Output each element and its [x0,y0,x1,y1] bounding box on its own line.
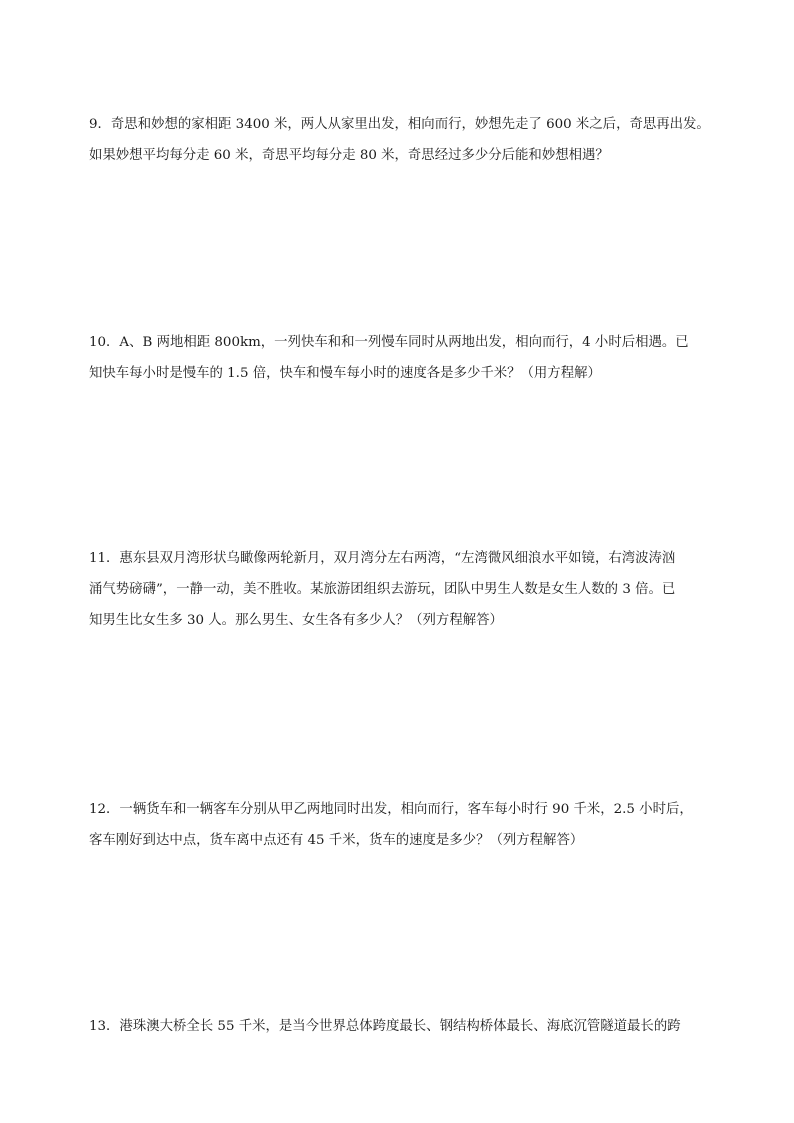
question-10-line-1: 10．A、B 两地相距 800km，一列快车和和一列慢车同时从两地出发，相向而行，4 小时后相遇。已 [89,335,689,350]
question-11-line-1: 11．惠东县双月湾形状乌瞰像两轮新月，双月湾分左右两湾，“左湾微风细浪水平如镜，右湾波涛汹 [89,551,676,566]
question-12-line-1: 12．一辆货车和一辆客车分别从甲乙两地同时出发，相向而行，客车每小时行 90 千米，2.5 小时后， [89,802,693,817]
question-11-line-3: 知男生比女生多 30 人。那么男生、女生各有多少人？（列方程解答） [89,613,503,628]
question-12-line-2: 客车刚好到达中点，货车离中点还有 45 千米，货车的速度是多少？（列方程解答） [89,833,584,848]
question-13-line-1: 13．港珠澳大桥全长 55 千米，是当今世界总体跨度最长、钢结构桥体最长、海底沉管隧道最长的跨 [89,1019,681,1034]
question-11-line-2: 涌气势磅礴”，一静一动，美不胜收。某旅游团组织去游玩，团队中男生人数是女生人数的 3 倍。已 [89,582,676,597]
question-9-line-2: 如果妙想平均每分走 60 米，奇思平均每分走 80 米，奇思经过多少分后能和妙想相遇？ [89,148,609,163]
question-10-line-2: 知快车每小时是慢车的 1.5 倍，快车和慢车每小时的速度各是多少千米？（用方程解） [89,366,601,381]
question-9-line-1: 9．奇思和妙想的家相距 3400 米，两人从家里出发，相向而行，妙想先走了 600 米之后，奇思再出发。 [89,117,710,132]
